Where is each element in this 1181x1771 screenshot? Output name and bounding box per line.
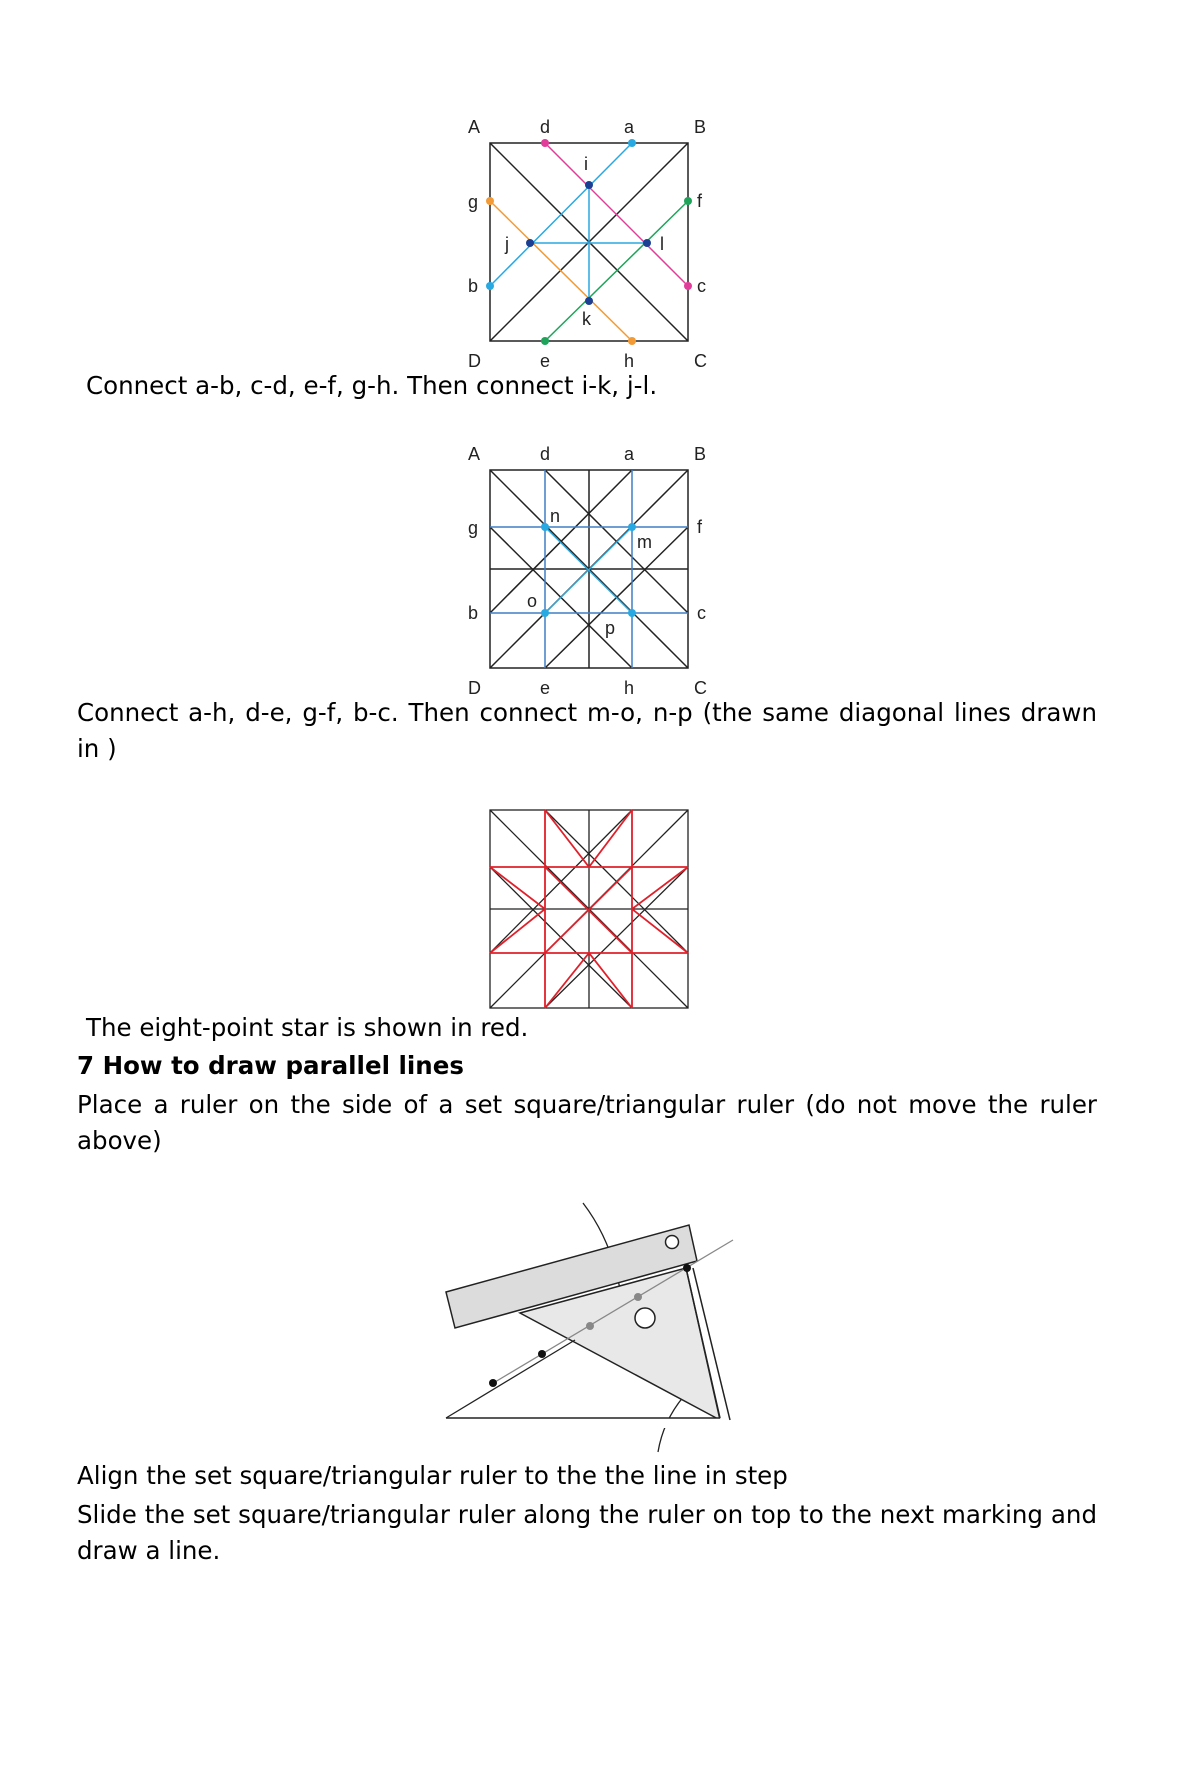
- point-label-j: j: [505, 234, 509, 254]
- point-label-l: l: [660, 234, 664, 254]
- point-label-k: k: [582, 309, 591, 329]
- section-heading: 7 How to draw parallel lines: [77, 1051, 464, 1080]
- point-label-o: o: [527, 591, 538, 611]
- point-label-e-2: e: [540, 678, 551, 698]
- corner-label-d-2: D: [468, 678, 481, 698]
- point-label-p: p: [605, 618, 616, 638]
- caption-step-3: The eight-point star is shown in red.: [86, 1013, 529, 1042]
- point-label-a: a: [624, 117, 635, 137]
- corner-label-c: C: [694, 351, 707, 371]
- point-label-h: h: [624, 351, 635, 371]
- point-label-m: m: [637, 532, 652, 552]
- point-label-b-2: b: [468, 603, 479, 623]
- point-label-d-2: d: [540, 444, 551, 464]
- point-label-g: g: [468, 192, 479, 212]
- corner-label-a-2: A: [468, 444, 481, 464]
- point-label-h-2: h: [624, 678, 635, 698]
- figure-parallel-lines-svg: [440, 1195, 740, 1455]
- point-label-a-2: a: [624, 444, 635, 464]
- caption-step-2: Connect a-h, d-e, g-f, b-c. Then connect m-o, n-p (the same diagonal lines drawn in ): [77, 698, 1097, 763]
- corner-label-b-2: B: [694, 444, 707, 464]
- caption-step-1: Connect a-b, c-d, e-f, g-h. Then connect i-k, j-l.: [86, 371, 658, 400]
- point-label-n: n: [550, 506, 561, 526]
- corner-label-c-2: C: [694, 678, 707, 698]
- figure-connect-lines: [450, 110, 730, 375]
- corner-label-a: A: [468, 117, 481, 137]
- point-label-c-2: c: [697, 603, 706, 623]
- corner-label-b: B: [694, 117, 707, 137]
- point-label-e: e: [540, 351, 551, 371]
- figure-grid-lines: [450, 436, 730, 701]
- figure-eight-point-star: [480, 800, 700, 1020]
- point-label-d: d: [540, 117, 551, 137]
- point-label-f: f: [697, 191, 703, 211]
- point-label-g-2: g: [468, 518, 479, 538]
- figure-grid-lines-svg: [450, 436, 730, 701]
- figure-connect-lines-svg: [450, 110, 730, 375]
- point-label-c: c: [697, 276, 706, 296]
- point-label-b: b: [468, 276, 479, 296]
- corner-label-d: D: [468, 351, 481, 371]
- point-label-f-2: f: [697, 517, 703, 537]
- paragraph-align: Align the set square/triangular ruler to the the line in step: [77, 1461, 788, 1490]
- point-label-i: i: [584, 154, 588, 174]
- figure-eight-point-star-svg: [480, 800, 700, 1020]
- paragraph-place-ruler: Place a ruler on the side of a set square/triangular ruler (do not move the ruler above): [77, 1090, 1097, 1155]
- figure-parallel-lines: [440, 1195, 740, 1455]
- paragraph-slide: Slide the set square/triangular ruler along the ruler on top to the next marking and draw a line.: [77, 1500, 1097, 1565]
